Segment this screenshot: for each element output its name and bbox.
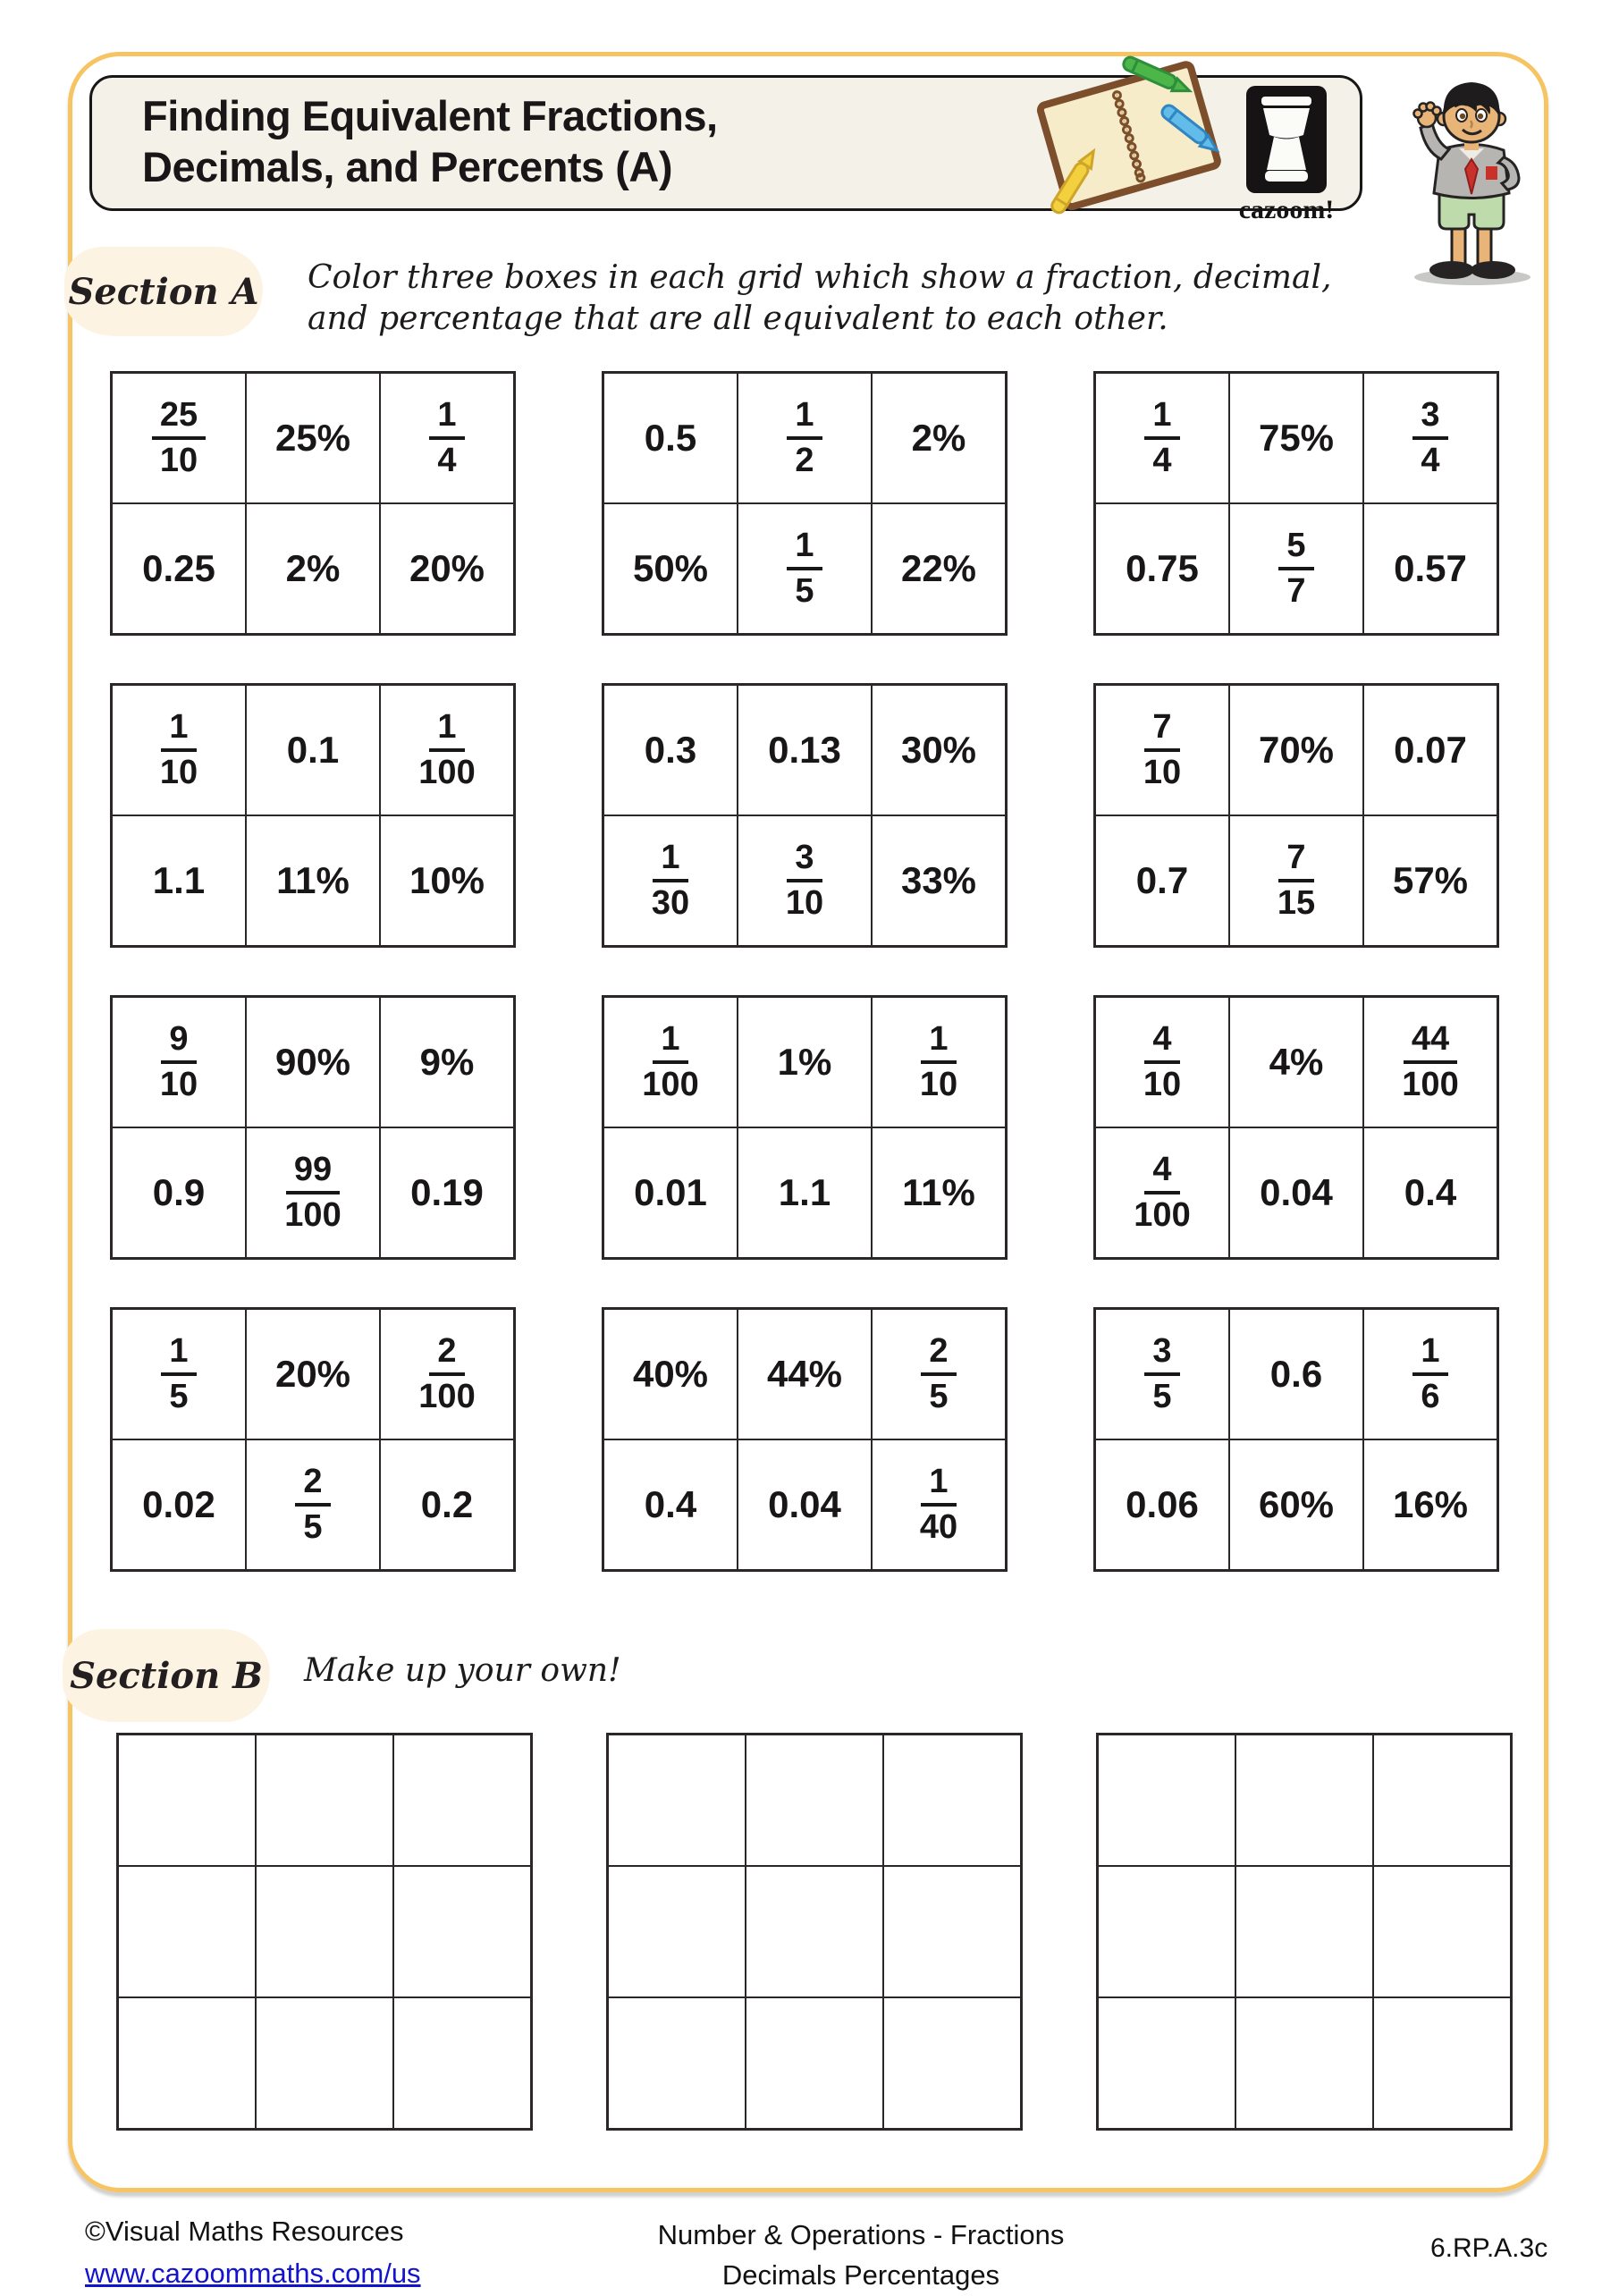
page-title-line2: Decimals, and Percents (A): [142, 143, 672, 191]
empty-grid-cell[interactable]: [257, 1998, 392, 2128]
grid-cell[interactable]: [381, 686, 513, 815]
grid-cell[interactable]: 4%: [1230, 998, 1362, 1127]
empty-grid-cell[interactable]: [609, 1998, 745, 2128]
grid-cell[interactable]: [1364, 1310, 1497, 1439]
empty-grid-cell[interactable]: [257, 1867, 392, 1996]
empty-grid-cell[interactable]: [394, 1867, 530, 1996]
equivalence-grid: [110, 1307, 516, 1572]
fraction-value: $\frac{1}{100}$: [418, 707, 476, 791]
fraction-value: $\frac{1}{10}$: [919, 1019, 958, 1103]
grid-cell[interactable]: [113, 374, 245, 502]
grid-cell[interactable]: [381, 1310, 513, 1439]
grid-cell[interactable]: [247, 1128, 379, 1257]
cazoom-logo: [1228, 86, 1345, 225]
grid-cell[interactable]: [381, 374, 513, 502]
footer-topic-line1: Number & Operations - Fractions: [657, 2219, 1065, 2250]
grid-cell[interactable]: 0.6: [1230, 1310, 1362, 1439]
fraction-value: $\frac{3}{10}$: [785, 838, 824, 922]
fraction-value: $\frac{2}{5}$: [295, 1464, 330, 1546]
cazoom-logo-text: cazoom!: [1238, 195, 1335, 224]
empty-grid-cell[interactable]: [1236, 1735, 1372, 1865]
section-b-grids: [116, 1733, 1513, 2131]
empty-grid-cell[interactable]: [1236, 1998, 1372, 2128]
grid-cell[interactable]: [1230, 504, 1362, 633]
empty-grid-cell[interactable]: [119, 1735, 255, 1865]
grid-cell[interactable]: 0.75: [1096, 504, 1228, 633]
empty-grid-cell[interactable]: [119, 1867, 255, 1996]
grid-cell[interactable]: 50%: [604, 504, 737, 633]
grid-cell[interactable]: 0.5: [604, 374, 737, 502]
fraction-value: $\frac{7}{15}$: [1277, 838, 1316, 922]
empty-grid-cell[interactable]: [1374, 1867, 1510, 1996]
fraction-value: $\frac{2}{5}$: [921, 1333, 956, 1415]
fraction-value: $\frac{1}{5}$: [161, 1333, 196, 1415]
equivalence-grid: [1093, 683, 1499, 948]
footer-left: [85, 2216, 421, 2290]
section-b-label: Section B: [70, 1654, 263, 1697]
footer-topic-line2: Decimals Percentages: [721, 2258, 1000, 2291]
grid-cell[interactable]: 57%: [1364, 816, 1497, 945]
section-a-instruction: Color three boxes in each grid which show a fraction, decimal, and percentage that are all equivalent to each other.: [308, 259, 1332, 338]
grid-cell[interactable]: 11%: [247, 816, 379, 945]
grid-cell[interactable]: [1364, 374, 1497, 502]
grid-cell[interactable]: 0.06: [1096, 1440, 1228, 1569]
grid-cell[interactable]: 0.4: [1364, 1128, 1497, 1257]
fraction-value: $\frac{4}{10}$: [1143, 1019, 1182, 1103]
fraction-value: $\frac{1}{2}$: [787, 397, 822, 479]
empty-grid-cell[interactable]: [394, 1735, 530, 1865]
grid-cell[interactable]: 16%: [1364, 1440, 1497, 1569]
grid-cell[interactable]: [113, 998, 245, 1127]
grid-cell[interactable]: 33%: [873, 816, 1005, 945]
grid-cell[interactable]: 22%: [873, 504, 1005, 633]
grid-cell[interactable]: 0.13: [738, 686, 871, 815]
fraction-value: $\frac{3}{4}$: [1412, 397, 1447, 479]
grid-cell[interactable]: 0.02: [113, 1440, 245, 1569]
grid-cell[interactable]: 0.1: [247, 686, 379, 815]
grid-cell[interactable]: [873, 998, 1005, 1127]
empty-grid-cell[interactable]: [1374, 1735, 1510, 1865]
grid-cell[interactable]: [873, 1440, 1005, 1569]
grid-cell[interactable]: [738, 374, 871, 502]
empty-grid-cell[interactable]: [884, 1998, 1020, 2128]
grid-cell[interactable]: 0.19: [381, 1128, 513, 1257]
grid-cell[interactable]: 70%: [1230, 686, 1362, 815]
fraction-value: $\frac{3}{5}$: [1144, 1333, 1179, 1415]
grid-cell[interactable]: 0.57: [1364, 504, 1497, 633]
equivalence-grid: [602, 371, 1008, 636]
empty-grid-cell[interactable]: [1099, 1998, 1235, 2128]
grid-cell[interactable]: [113, 686, 245, 815]
grid-cell[interactable]: [1364, 998, 1497, 1127]
grid-cell[interactable]: 9%: [381, 998, 513, 1127]
grid-cell[interactable]: 10%: [381, 816, 513, 945]
fraction-value: $\frac{44}{100}$: [1402, 1019, 1459, 1103]
grid-cell[interactable]: 60%: [1230, 1440, 1362, 1569]
grid-cell[interactable]: 1%: [738, 998, 871, 1127]
grid-cell[interactable]: [1096, 374, 1228, 502]
equivalence-grid: [602, 1307, 1008, 1572]
grid-cell[interactable]: [1096, 998, 1228, 1127]
grid-cell[interactable]: [738, 816, 871, 945]
grid-cell[interactable]: [873, 1310, 1005, 1439]
grid-cell[interactable]: 0.07: [1364, 686, 1497, 815]
empty-grid-cell[interactable]: [746, 1867, 882, 1996]
grid-cell[interactable]: 0.3: [604, 686, 737, 815]
empty-grid-cell[interactable]: [1236, 1867, 1372, 1996]
fraction-value: $\frac{25}{10}$: [152, 397, 206, 479]
standard-code: 6.RP.A.3c: [1430, 2233, 1548, 2263]
drum-icon: [1246, 86, 1327, 193]
cazoommaths-link[interactable]: www.cazoommaths.com/us: [85, 2258, 421, 2289]
empty-grid-cell[interactable]: [394, 1998, 530, 2128]
grid-cell[interactable]: 20%: [247, 1310, 379, 1439]
section-a-label-badge: [64, 247, 263, 336]
blank-grid: [1096, 1733, 1513, 2131]
empty-grid-cell[interactable]: [746, 1998, 882, 2128]
notebook-crayons-icon: [1024, 45, 1238, 224]
grid-cell[interactable]: [604, 998, 737, 1127]
fraction-value: $\frac{1}{5}$: [787, 528, 822, 610]
grid-cell[interactable]: 11%: [873, 1128, 1005, 1257]
copyright-text: ©Visual Maths Resources: [85, 2216, 404, 2247]
equivalence-grid: [1093, 371, 1499, 636]
grid-cell[interactable]: 30%: [873, 686, 1005, 815]
empty-grid-cell[interactable]: [884, 1735, 1020, 1865]
grid-cell[interactable]: 20%: [381, 504, 513, 633]
empty-grid-cell[interactable]: [1099, 1735, 1235, 1865]
grid-cell[interactable]: [113, 1310, 245, 1439]
fraction-value: $\frac{9}{10}$: [159, 1019, 198, 1103]
fraction-value: $\frac{1}{6}$: [1412, 1333, 1447, 1415]
grid-cell[interactable]: [1096, 1310, 1228, 1439]
grid-cell[interactable]: 2%: [247, 504, 379, 633]
grid-cell[interactable]: 90%: [247, 998, 379, 1127]
grid-cell[interactable]: 25%: [247, 374, 379, 502]
equivalence-grid: [1093, 1307, 1499, 1572]
grid-cell[interactable]: 0.25: [113, 504, 245, 633]
grid-cell[interactable]: 0.9: [113, 1128, 245, 1257]
empty-grid-cell[interactable]: [746, 1735, 882, 1865]
equivalence-grid: [602, 995, 1008, 1260]
empty-grid-cell[interactable]: [257, 1735, 392, 1865]
grid-cell[interactable]: [738, 504, 871, 633]
grid-cell[interactable]: 0.7: [1096, 816, 1228, 945]
grid-cell[interactable]: 40%: [604, 1310, 737, 1439]
fraction-value: $\frac{5}{7}$: [1278, 528, 1313, 610]
blank-grid: [116, 1733, 533, 2131]
fraction-value: $\frac{1}{4}$: [1144, 397, 1179, 479]
fraction-value: $\frac{1}{40}$: [919, 1462, 958, 1546]
section-a-label: Section A: [68, 270, 259, 313]
empty-grid-cell[interactable]: [1374, 1998, 1510, 2128]
grid-cell[interactable]: 44%: [738, 1310, 871, 1439]
equivalence-grid: [602, 683, 1008, 948]
page-title-line1: Finding Equivalent Fractions,: [142, 92, 718, 139]
grid-cell[interactable]: 2%: [873, 374, 1005, 502]
fraction-value: $\frac{1}{4}$: [429, 397, 464, 479]
section-b-instruction: Make up your own!: [304, 1652, 621, 1689]
equivalence-grid: [1093, 995, 1499, 1260]
grid-cell[interactable]: 0.2: [381, 1440, 513, 1569]
grid-cell[interactable]: [1096, 1128, 1228, 1257]
footer-center: [637, 2216, 1084, 2296]
fraction-value: $\frac{2}{100}$: [418, 1331, 476, 1415]
fraction-value: $\frac{7}{10}$: [1143, 707, 1182, 791]
equivalence-grid: [110, 683, 516, 948]
grid-cell[interactable]: [1230, 816, 1362, 945]
blank-grid: [606, 1733, 1023, 2131]
grid-cell[interactable]: [1096, 686, 1228, 815]
grid-cell[interactable]: [247, 1440, 379, 1569]
equivalence-grid: [110, 995, 516, 1260]
grid-cell[interactable]: [604, 816, 737, 945]
fraction-value: $\frac{1}{100}$: [642, 1019, 699, 1103]
grid-cell[interactable]: 0.01: [604, 1128, 737, 1257]
empty-grid-cell[interactable]: [609, 1867, 745, 1996]
fraction-value: $\frac{99}{100}$: [284, 1150, 342, 1234]
empty-grid-cell[interactable]: [119, 1998, 255, 2128]
empty-grid-cell[interactable]: [609, 1735, 745, 1865]
grid-cell[interactable]: 1.1: [738, 1128, 871, 1257]
boy-mascot-illustration: [1387, 70, 1548, 289]
empty-grid-cell[interactable]: [884, 1867, 1020, 1996]
fraction-value: $\frac{4}{100}$: [1134, 1150, 1191, 1234]
grid-cell[interactable]: 0.04: [738, 1440, 871, 1569]
grid-cell[interactable]: 0.04: [1230, 1128, 1362, 1257]
fraction-value: $\frac{1}{30}$: [651, 838, 690, 922]
section-a-grids: [110, 371, 1499, 1572]
fraction-value: $\frac{1}{10}$: [159, 707, 198, 791]
section-b-label-badge: [63, 1629, 270, 1722]
grid-cell[interactable]: 1.1: [113, 816, 245, 945]
empty-grid-cell[interactable]: [1099, 1867, 1235, 1996]
grid-cell[interactable]: 0.4: [604, 1440, 737, 1569]
equivalence-grid: [110, 371, 516, 636]
grid-cell[interactable]: 75%: [1230, 374, 1362, 502]
